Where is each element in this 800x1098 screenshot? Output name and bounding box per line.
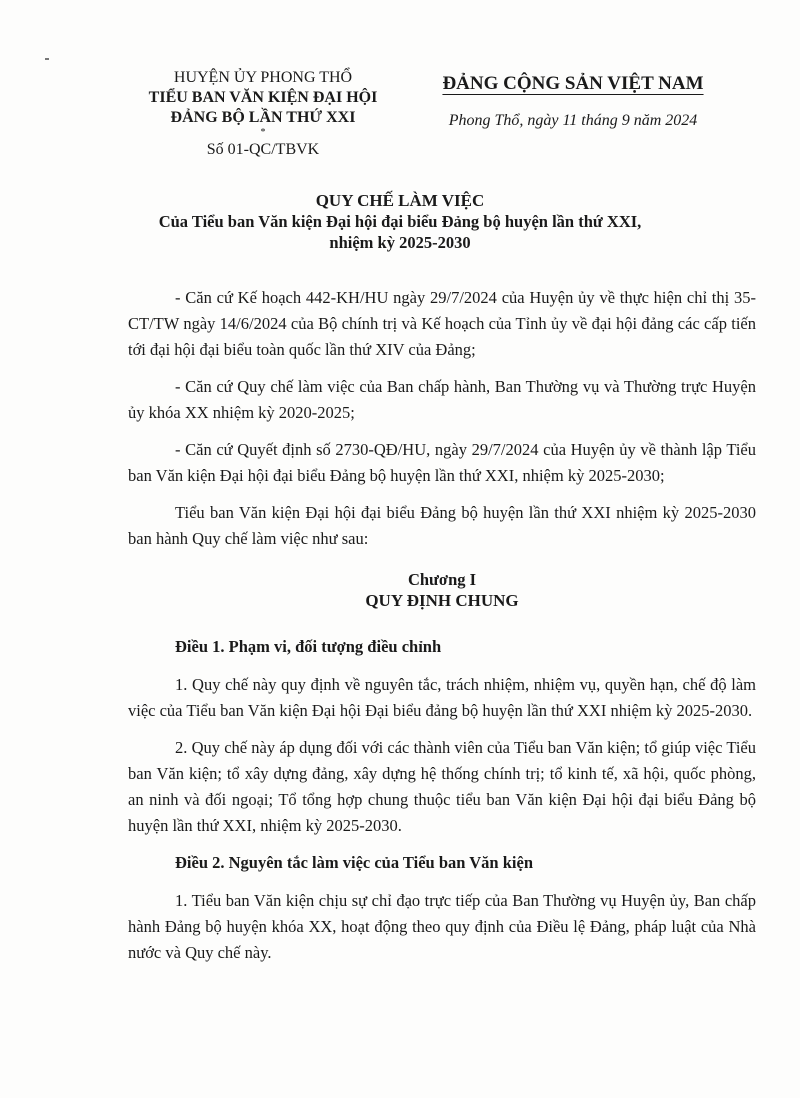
article-paragraph: 2. Quy chế này áp dụng đối với các thành viên của Tiểu ban Văn kiện; tổ giúp việc Tiểu ban Văn kiện; tổ xây dựng đảng, xây dựng hệ thống chính trị; tổ kinh tế, xã hội, quốc phòng, an ninh và đối ngoại; Tổ tổng hợp chung thuộc tiểu ban Văn kiện Đại hội đại biểu Đảng bộ huyện lần thứ XXI, nhiệm kỳ 2025-2030. <box>128 738 756 835</box>
issuer-committee-line2: ĐẢNG BỘ LẦN THỨ XXI <box>170 109 356 126</box>
title-line3: nhiệm kỳ 2025-2030 <box>329 233 471 252</box>
document-number: Số 01-QC/TBVK <box>206 141 320 158</box>
party-name: ĐẢNG CỘNG SẢN VIỆT NAM <box>442 73 704 94</box>
preamble-paragraph: Tiểu ban Văn kiện Đại hội đại biểu Đảng bộ huyện lần thứ XXI nhiệm kỳ 2025-2030 ban hành Quy chế làm việc như sau: <box>128 503 756 548</box>
document-title <box>100 190 700 253</box>
preamble-paragraph: - Căn cứ Kế hoạch 442-KH/HU ngày 29/7/2024 của Huyện ủy về thực hiện chỉ thị 35-CT/TW ngày 14/6/2024 của Bộ chính trị và Kế hoạch của Tỉnh ủy về đại hội đảng các cấp tiến tới đại hội đại biểu toàn quốc lần thứ XIV của Đảng; <box>128 288 756 359</box>
chapter-number: Chương I <box>407 570 477 589</box>
article-heading: Điều 2. Nguyên tắc làm việc của Tiểu ban Văn kiện <box>175 853 533 872</box>
document-body <box>128 285 756 977</box>
article-paragraph: 1. Tiểu ban Văn kiện chịu sự chỉ đạo trực tiếp của Ban Thường vụ Huyện ủy, Ban chấp hành Đảng bộ huyện khóa XX, hoạt động theo quy định của Điều lệ Đảng, pháp luật của Nhà nước và Quy chế này. <box>128 891 756 962</box>
article-heading: Điều 1. Phạm vi, đối tượng điều chỉnh <box>175 637 442 656</box>
article-paragraph: 1. Quy chế này quy định về nguyên tắc, trách nhiệm, nhiệm vụ, quyền hạn, chế độ làm việc của Tiểu ban Văn kiện Đại hội Đại biểu đảng bộ huyện lần thứ XXI nhiệm kỳ 2025-2030. <box>128 675 756 720</box>
preamble-paragraph: - Căn cứ Quy chế làm việc của Ban chấp hành, Ban Thường vụ và Thường trực Huyện ủy khóa XX nhiệm kỳ 2020-2025; <box>128 377 756 422</box>
title-line2: Của Tiểu ban Văn kiện Đại hội đại biểu Đảng bộ huyện lần thứ XXI, <box>158 212 642 231</box>
separator-star: * <box>260 127 266 138</box>
chapter-name: QUY ĐỊNH CHUNG <box>365 591 519 610</box>
issuer-block <box>118 68 408 160</box>
issuer-committee-line1: TIỂU BAN VĂN KIỆN ĐẠI HỘI <box>148 89 378 106</box>
title-main: QUY CHẾ LÀM VIỆC <box>315 191 485 210</box>
issuer-org: HUYỆN ỦY PHONG THỔ <box>173 69 353 86</box>
preamble-paragraph: - Căn cứ Quyết định số 2730-QĐ/HU, ngày 29/7/2024 của Huyện ủy về thành lập Tiểu ban Văn kiện Đại hội đại biểu Đảng bộ huyện lần thứ XXI, nhiệm kỳ 2025-2030; <box>128 440 756 485</box>
place-date: Phong Thổ, ngày 11 tháng 9 năm 2024 <box>448 112 698 129</box>
scan-speck <box>45 58 49 60</box>
national-header <box>418 72 728 130</box>
